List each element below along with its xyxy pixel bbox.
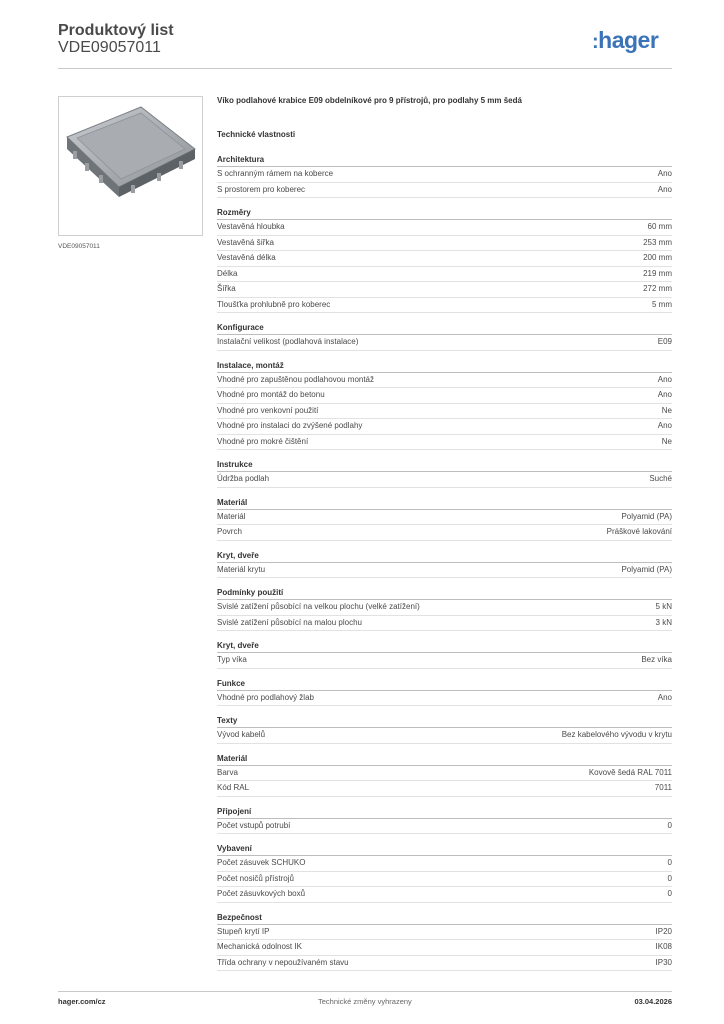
spec-label: Stupeň krytí IP bbox=[217, 926, 270, 936]
spec-value: Ano bbox=[657, 390, 672, 399]
hager-logo: :hager bbox=[592, 27, 659, 53]
section-title: Připojení bbox=[217, 806, 672, 819]
spec-section bbox=[217, 207, 672, 313]
spec-label: Počet zásuvkových boxů bbox=[217, 889, 306, 898]
spec-label: Svislé zatížení působící na velkou plochu (velké zatížení) bbox=[217, 602, 420, 611]
spec-row bbox=[217, 419, 672, 435]
section-title: Kryt, dveře bbox=[217, 640, 672, 653]
spec-value: IK08 bbox=[655, 942, 672, 951]
section-title: Konfigurace bbox=[217, 322, 672, 335]
spec-label: Třída ochrany v nepoužívaném stavu bbox=[217, 957, 349, 967]
section-title: Materiál bbox=[217, 497, 672, 510]
spec-sections bbox=[217, 154, 672, 971]
spec-value: Práškové lakování bbox=[606, 527, 672, 536]
spec-row bbox=[217, 616, 672, 632]
header-divider bbox=[58, 68, 672, 69]
spec-value: Ano bbox=[657, 169, 672, 178]
spec-row bbox=[217, 298, 672, 314]
spec-row bbox=[217, 236, 672, 252]
spec-value: 0 bbox=[667, 858, 672, 867]
page-title: Produktový list bbox=[58, 22, 174, 39]
spec-section bbox=[217, 806, 672, 835]
spec-label: Počet zásuvek SCHUKO bbox=[217, 858, 306, 867]
spec-value: Bez víka bbox=[641, 655, 672, 664]
spec-section bbox=[217, 715, 672, 744]
spec-label: Počet vstupů potrubí bbox=[217, 820, 291, 830]
spec-label: Materiál bbox=[217, 511, 246, 521]
spec-section bbox=[217, 640, 672, 669]
spec-label: Svislé zatížení působící na malou plochu bbox=[217, 617, 362, 627]
spec-label: Vhodné pro instalaci do zvýšené podlahy bbox=[217, 421, 363, 430]
section-title: Vybavení bbox=[217, 843, 672, 856]
spec-value: 0 bbox=[667, 873, 672, 883]
section-title: Materiál bbox=[217, 753, 672, 766]
spec-label: Vhodné pro montáž do betonu bbox=[217, 390, 325, 399]
spec-value: IP30 bbox=[655, 957, 672, 967]
spec-section bbox=[217, 154, 672, 198]
spec-row bbox=[217, 653, 672, 669]
spec-value: Ano bbox=[657, 374, 672, 384]
spec-row bbox=[217, 856, 672, 872]
spec-label: Vhodné pro podlahový žlab bbox=[217, 692, 314, 702]
section-title: Kryt, dveře bbox=[217, 550, 672, 563]
spec-value: 5 kN bbox=[655, 602, 672, 611]
spec-row bbox=[217, 819, 672, 835]
footer-website[interactable]: hager.com/cz bbox=[58, 997, 106, 1006]
spec-row bbox=[217, 267, 672, 283]
spec-row bbox=[217, 872, 672, 888]
spec-section bbox=[217, 360, 672, 451]
spec-row bbox=[217, 728, 672, 744]
product-code: VDE09057011 bbox=[58, 39, 161, 56]
spec-label: Barva bbox=[217, 767, 238, 777]
spec-value: Ne bbox=[661, 436, 672, 446]
spec-section bbox=[217, 753, 672, 797]
section-title: Funkce bbox=[217, 678, 672, 691]
spec-value: Ne bbox=[661, 405, 672, 415]
spec-value: 272 mm bbox=[643, 284, 672, 293]
section-title: Rozměry bbox=[217, 207, 672, 220]
spec-label: Mechanická odolnost IK bbox=[217, 942, 302, 951]
spec-value: 3 kN bbox=[655, 617, 672, 627]
spec-label: Vhodné pro mokré čištění bbox=[217, 436, 309, 446]
section-title: Bezpečnost bbox=[217, 912, 672, 925]
section-title: Texty bbox=[217, 715, 672, 728]
spec-row bbox=[217, 335, 672, 351]
spec-row bbox=[217, 183, 672, 199]
spec-row bbox=[217, 510, 672, 526]
spec-value: 253 mm bbox=[643, 237, 672, 247]
spec-row bbox=[217, 388, 672, 404]
spec-value: Bez kabelového vývodu v krytu bbox=[561, 730, 672, 739]
spec-label: Materiál krytu bbox=[217, 564, 266, 574]
spec-row bbox=[217, 781, 672, 797]
spec-row bbox=[217, 525, 672, 541]
spec-row bbox=[217, 766, 672, 782]
spec-label: S prostorem pro koberec bbox=[217, 184, 306, 194]
spec-value: Suché bbox=[649, 474, 672, 483]
spec-row bbox=[217, 887, 672, 903]
spec-section bbox=[217, 459, 672, 488]
spec-value: 219 mm bbox=[643, 268, 672, 278]
spec-value: Ano bbox=[657, 184, 672, 194]
spec-label: Vestavěná šířka bbox=[217, 237, 274, 247]
spec-row bbox=[217, 600, 672, 616]
spec-row bbox=[217, 373, 672, 389]
section-title: Podmínky použití bbox=[217, 587, 672, 600]
spec-section bbox=[217, 497, 672, 541]
spec-value: E09 bbox=[657, 337, 672, 346]
spec-value: 60 mm bbox=[647, 222, 672, 231]
spec-row bbox=[217, 435, 672, 451]
spec-value: 7011 bbox=[654, 783, 672, 792]
spec-row bbox=[217, 167, 672, 183]
spec-value: 5 mm bbox=[652, 299, 672, 309]
spec-row bbox=[217, 282, 672, 298]
spec-section bbox=[217, 678, 672, 707]
footer-date: 03.04.2026 bbox=[634, 997, 672, 1006]
section-title: Architektura bbox=[217, 154, 672, 167]
spec-content bbox=[217, 96, 672, 980]
spec-row bbox=[217, 940, 672, 956]
spec-label: Počet nosičů přístrojů bbox=[217, 873, 294, 883]
spec-value: 0 bbox=[667, 820, 672, 830]
spec-label: Instalační velikost (podlahová instalace) bbox=[217, 337, 359, 346]
spec-label: Tloušťka prohlubně pro koberec bbox=[217, 299, 331, 309]
spec-label: Délka bbox=[217, 268, 238, 278]
spec-label: Vhodné pro venkovní použití bbox=[217, 405, 319, 415]
spec-row bbox=[217, 563, 672, 579]
spec-label: Typ víka bbox=[217, 655, 247, 664]
spec-label: Vestavěná délka bbox=[217, 253, 276, 262]
tech-heading: Technické vlastnosti bbox=[217, 130, 296, 139]
spec-row bbox=[217, 220, 672, 236]
spec-value: Ano bbox=[657, 421, 672, 430]
spec-value: IP20 bbox=[655, 926, 672, 936]
spec-value: Kovově šedá RAL 7011 bbox=[588, 767, 672, 777]
spec-section bbox=[217, 843, 672, 903]
spec-row bbox=[217, 925, 672, 941]
spec-section bbox=[217, 912, 672, 972]
spec-row bbox=[217, 251, 672, 267]
spec-label: Povrch bbox=[217, 527, 242, 536]
spec-value: Ano bbox=[657, 692, 672, 702]
spec-label: Vhodné pro zapuštěnou podlahovou montáž bbox=[217, 374, 375, 384]
spec-label: S ochranným rámem na koberce bbox=[217, 169, 334, 178]
product-image bbox=[58, 96, 203, 236]
spec-label: Vestavěná hloubka bbox=[217, 222, 285, 231]
spec-value: 0 bbox=[667, 889, 672, 898]
spec-row bbox=[217, 956, 672, 972]
spec-section bbox=[217, 587, 672, 631]
spec-value: Polyamid (PA) bbox=[621, 564, 672, 574]
spec-label: Kód RAL bbox=[217, 783, 250, 792]
spec-label: Vývod kabelů bbox=[217, 730, 266, 739]
spec-row bbox=[217, 691, 672, 707]
section-title: Instalace, montáž bbox=[217, 360, 672, 373]
spec-value: 200 mm bbox=[643, 253, 672, 262]
footer-disclaimer: Technické změny vyhrazeny bbox=[318, 997, 412, 1006]
spec-value: Polyamid (PA) bbox=[621, 511, 672, 521]
spec-label: Údržba podlah bbox=[217, 474, 270, 483]
footer-divider bbox=[58, 991, 672, 992]
spec-row bbox=[217, 472, 672, 488]
spec-section bbox=[217, 322, 672, 351]
spec-row bbox=[217, 404, 672, 420]
image-caption: VDE09057011 bbox=[58, 243, 100, 250]
spec-label: Šířka bbox=[217, 284, 236, 293]
section-title: Instrukce bbox=[217, 459, 672, 472]
spec-section bbox=[217, 550, 672, 579]
product-title: Víko podlahové krabice E09 obdelníkové pro 9 přístrojů, pro podlahy 5 mm šedá bbox=[217, 96, 522, 105]
